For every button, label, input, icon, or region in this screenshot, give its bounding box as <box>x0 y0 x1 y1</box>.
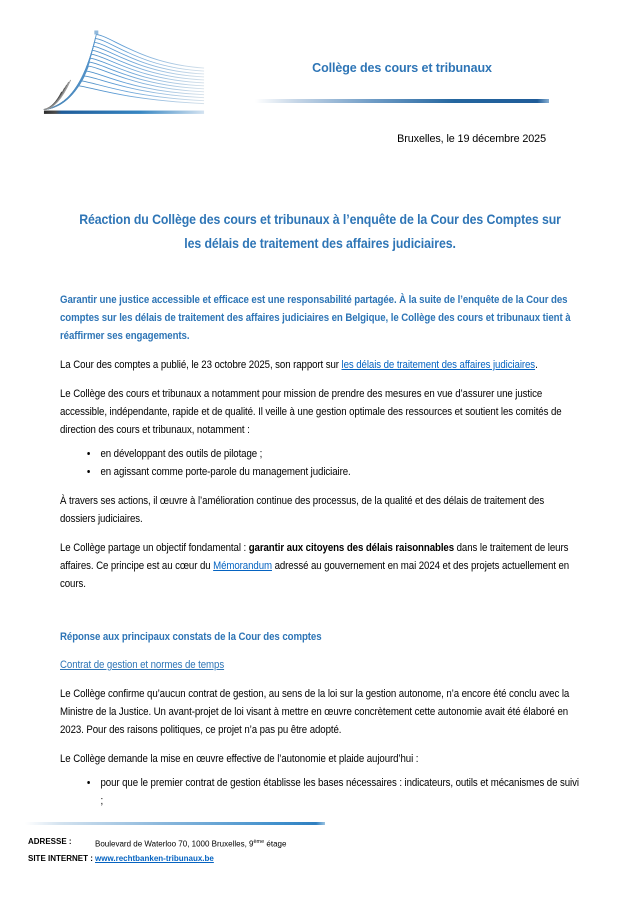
address-street: Boulevard de Waterloo 70, 1000 Bruxelles, 9 <box>95 839 254 849</box>
paragraph-contract: Le Collège confirme qu’aucun contrat de gestion, au sens de la loi sur la gestion autonome, n’a encore été conclu avec la Ministre de la Justice. Un avant-projet de loi visant à mettre en œuvre concrètement cette autonomie avait été élaboré en 2023. Pour des raisons politiques, ce projet n’a pas pu être adopté. <box>60 688 570 736</box>
address-label: ADRESSE : <box>28 837 72 846</box>
footer-address-row <box>28 835 528 852</box>
title-line-1: Réaction du Collège des cours et tribunaux à l’enquête de la Cour des Comptes sur <box>79 211 561 227</box>
logo-curve-fan <box>44 34 204 109</box>
site-label: SITE INTERNET : <box>28 853 93 863</box>
demand-bullet-list <box>60 774 580 810</box>
objective-text-middle: dans le traitement de leurs affaires. Ce principe est au cœur du <box>60 542 569 572</box>
report-text-before: La Cour des comptes a publié, le 23 octobre 2025, son rapport sur <box>60 359 342 371</box>
mission-bullet-item: • en développant des outils de pilotage ; <box>99 445 580 463</box>
address-floor-superscript: ème <box>253 839 265 845</box>
objective-bold-text: garantir aux citoyens des délais raisonnables <box>248 542 455 554</box>
paragraph-objective <box>60 539 580 593</box>
footer-divider-rule <box>25 822 325 825</box>
paragraph-mission: Le Collège des cours et tribunaux a notamment pour mission de prendre des mesures en vue d’assurer une justice accessible, indépendante, rapide et de qualité. Il veille à une gestion optimale des ressources et soutient les comités de direction des cours et tribunaux, notamment : <box>60 388 562 436</box>
mission-bullet-list <box>60 445 580 481</box>
document-title <box>60 207 580 255</box>
paragraph-demand: Le Collège demande la mise en œuvre effective de l’autonomie et plaide aujourd’hui : <box>60 753 419 765</box>
college-courts-logo <box>40 28 208 116</box>
title-line-2: les délais de traitement des affaires judiciaires. <box>184 235 456 251</box>
footer-block <box>28 835 528 866</box>
subheading-contract[interactable]: Contrat de gestion et normes de temps <box>60 659 225 671</box>
org-name: Collège des cours et tribunaux <box>312 61 492 75</box>
demand-bullet-item: • pour que le premier contrat de gestion établisse les bases nécessaires : indicateurs, outils et mécanismes de suivi ; <box>99 774 580 810</box>
paragraph-actions: À travers ses actions, il œuvre à l’amélioration continue des processus, de la qualité et des délais de traitement des dossiers judiciaires. <box>60 495 545 525</box>
report-text-after: . <box>535 359 538 371</box>
website-link[interactable]: www.rechtbanken-tribunaux.be <box>95 853 214 863</box>
date-line: Bruxelles, le 19 décembre 2025 <box>397 133 546 145</box>
section-heading-responses: Réponse aux principaux constats de la Cour des comptes <box>60 631 322 643</box>
logo-apex-marker <box>94 30 98 34</box>
logo-base-bar <box>44 111 204 114</box>
lead-paragraph: Garantir une justice accessible et efficace est une responsabilité partagée. À la suite de l’enquête de la Cour des comptes sur les délais de traitement des affaires judiciaires en Belgique, le Collège des cours et tribunaux tient à réaffirmer ses engagements. <box>60 294 571 342</box>
footer-website-row <box>28 852 528 866</box>
objective-text-after: adressé au gouvernement en mai 2024 et des projets actuellement en cours. <box>60 560 570 590</box>
address-value <box>95 835 286 852</box>
objective-text-before: Le Collège partage un objectif fondamental : <box>60 542 249 554</box>
address-tail: étage <box>264 839 287 849</box>
letter-body <box>60 207 580 810</box>
mission-bullet-item: • en agissant comme porte-parole du management judiciaire. <box>99 463 580 481</box>
paragraph-report <box>60 356 580 374</box>
report-link[interactable]: les délais de traitement des affaires judiciaires <box>341 359 536 371</box>
memorandum-link[interactable]: Mémorandum <box>213 560 272 572</box>
header-divider-rule <box>255 99 549 103</box>
